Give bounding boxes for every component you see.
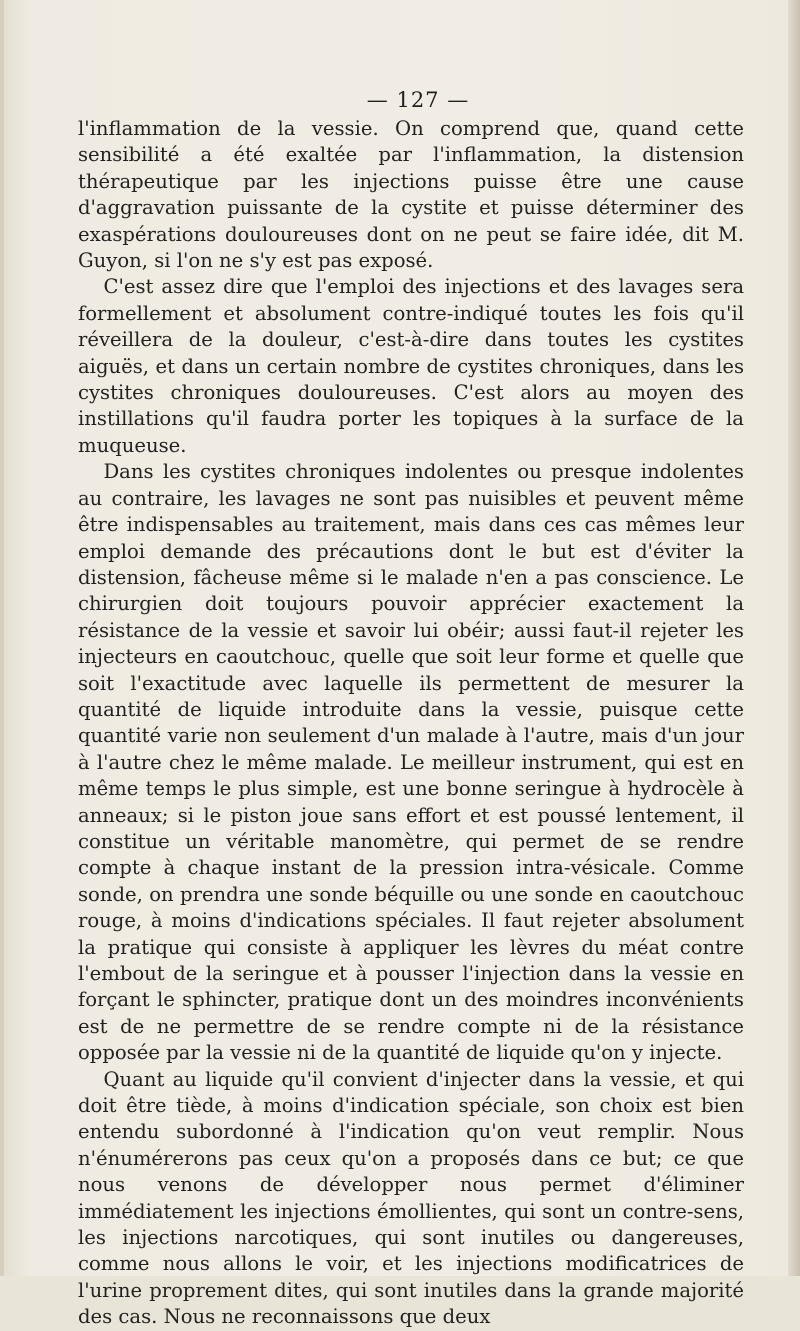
paragraph-continued: l'inflammation de la vessie. On comprend que, quand cette sensibilité a été exaltée par l'inflammation, la distension thérapeutique par les injections puisse être une cause d'aggravation puissante de la cystite et puisse déterminer des exaspérations douloureuses dont on ne peut se faire idée, dit M. Guyon, si l'on ne s'y est pas exposé. <box>78 117 744 273</box>
paragraph: Dans les cystites chroniques indolentes ou presque indolentes au contraire, les lavages ne sont pas nuisibles et peuvent même être indispensables au traitement, mais dans ces cas mêmes leur emploi demande des précautions dont le but est d'éviter la distension, fâcheuse même si le malade n'en a pas conscience. Le chirurgien doit toujours pouvoir apprécier exactement la résistance de la vessie et savoir lui obéir; aussi faut-il rejeter les injecteurs en caoutchouc, quelle que soit leur forme et quelle que soit l'exactitude avec laquelle ils permettent de mesurer la quantité de liquide introduite dans la vessie, puisque cette quantité varie non seulement d'un malade à l'autre, mais d'un jour à l'autre chez le même malade. Le meilleur instrument, qui est en même temps le plus simple, est une bonne seringue à hydrocèle à anneaux; si le piston joue sans effort et est poussé lentement, il constitue un véritable manomètre, qui permet de se rendre compte à chaque instant de la pression intra-vésicale. Comme sonde, on prendra une sonde béquille ou une sonde en caoutchouc rouge, à moins d'indications spéciales. Il faut rejeter absolument la pratique qui consiste à appliquer les lèvres du méat contre l'embout de la seringue et à pousser l'injection dans la vessie en forçant le sphincter, pratique dont un des moindres inconvénients est de ne permettre de se rendre compte ni de la résistance opposée par la vessie ni de la quantité de liquide qu'on y injecte. <box>78 460 744 1065</box>
paragraph: C'est assez dire que l'emploi des injections et des lavages sera formellement et absolument contre-indiqué toutes les fois qu'il réveillera de la douleur, c'est-à-dire dans toutes les cystites aiguës, et dans un certain nombre de cystites chroniques, dans les cystites chroniques douloureuses. C'est alors au moyen des instillations qu'il faudra porter les topiques à la surface de la muqueuse. <box>78 275 744 457</box>
paragraph: Quant au liquide qu'il convient d'injecter dans la vessie, et qui doit être tiède, à moins d'indication spéciale, son choix est bien entendu subordonné à l'indication qu'on veut remplir. Nous n'énumérerons pas ceux qu'on a proposés dans ce but; ce que nous venons de développer nous permet d'éliminer immédiatement les injections émollientes, qui sont un contre-sens, les injections narcotiques, qui sont inutiles ou dangereuses, comme nous allons le voir, et les injections modificatrices de l'urine proprement dites, qui sont inutiles dans la grande majorité des cas. Nous ne reconnaissons que deux <box>78 1067 744 1329</box>
page-number: — 127 — <box>366 88 470 112</box>
body-text <box>78 116 744 1331</box>
page-right-edge <box>788 0 800 1276</box>
page-left-edge <box>0 0 4 1276</box>
